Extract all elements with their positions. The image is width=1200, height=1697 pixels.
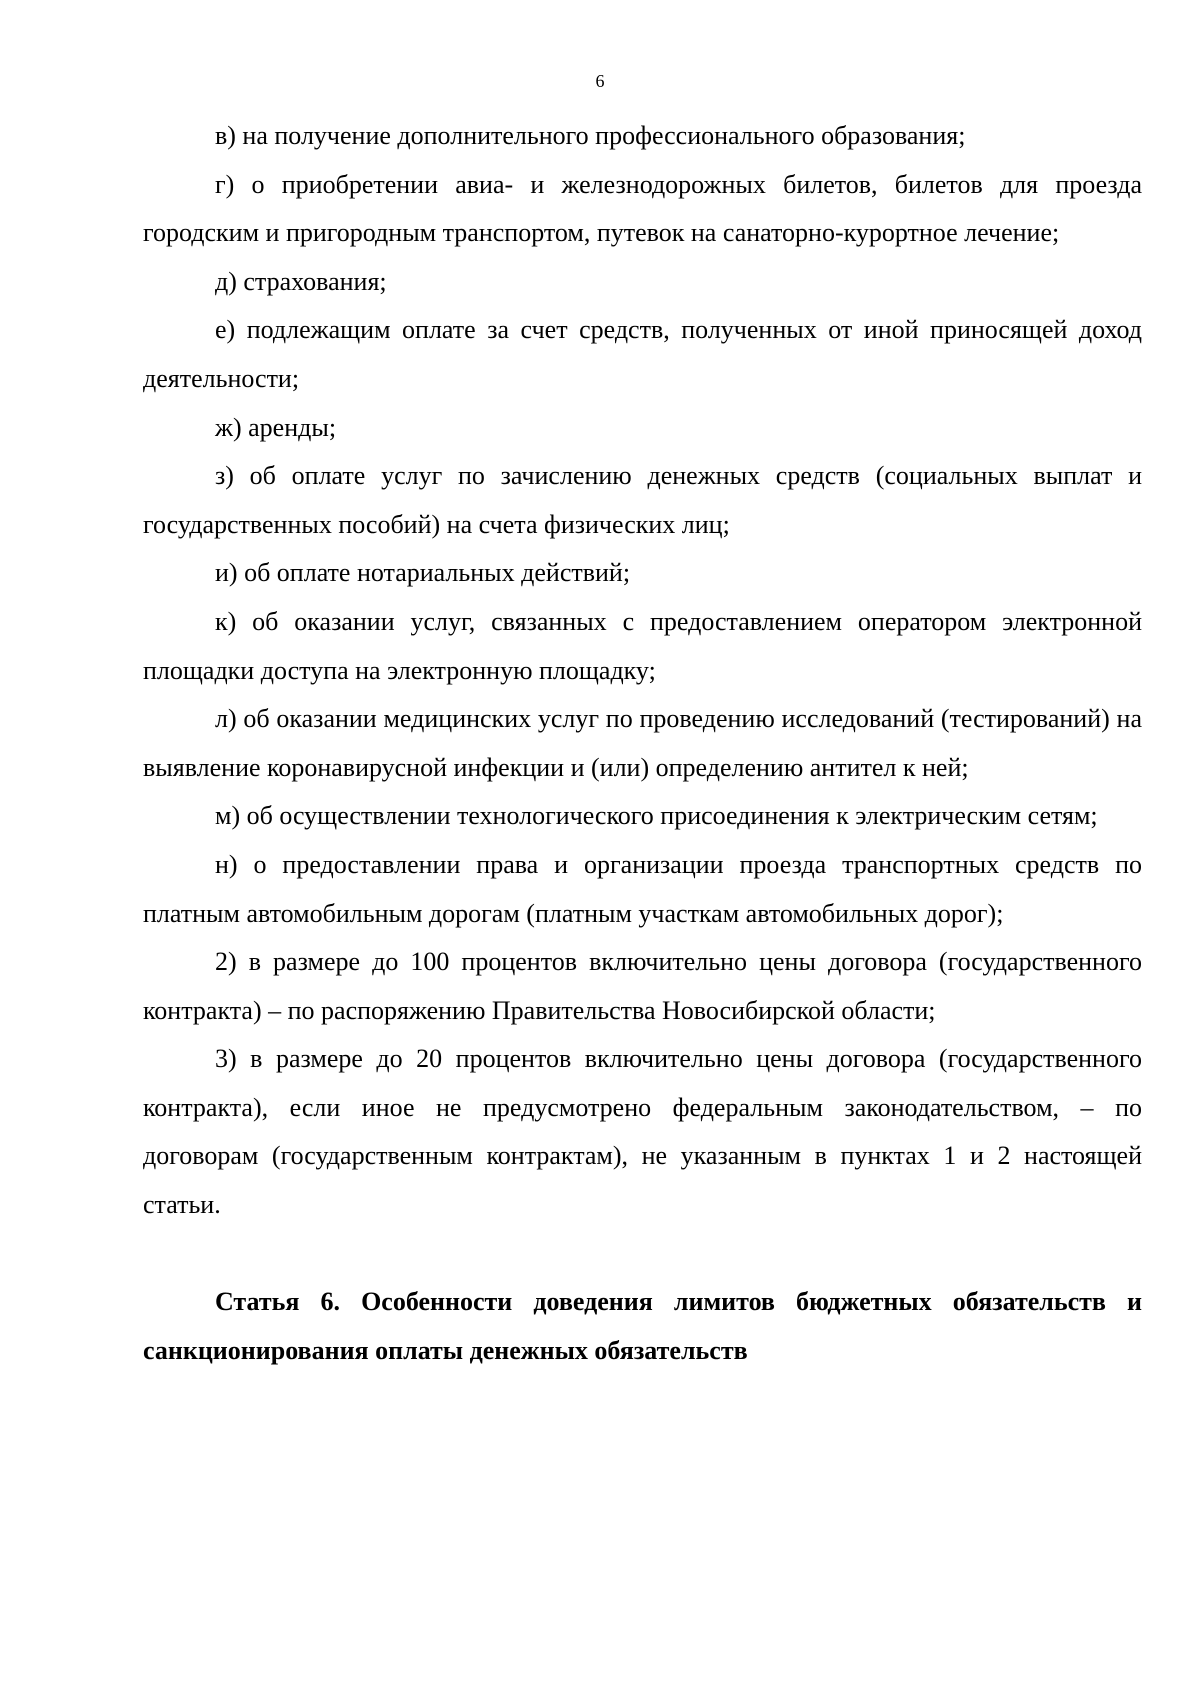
paragraph-d: д) страхования; bbox=[215, 266, 387, 296]
paragraph-zh: ж) аренды; bbox=[215, 412, 337, 442]
paragraph-z: з) об оплате услуг по зачислению денежных средств (социальных выплат и государственных пособий) на счета физических лиц; bbox=[143, 461, 1142, 539]
paragraph-e: е) подлежащим оплате за счет средств, полученных от иной приносящей доход деятельности; bbox=[143, 315, 1142, 393]
paragraph-k: к) об оказании услуг, связанных с предоставлением оператором электронной площадки доступа на электронную площадку; bbox=[143, 606, 1142, 685]
paragraph-v: в) на получение дополнительного профессионального образования; bbox=[215, 121, 966, 150]
paragraph-item-2: 2) в размере до 100 процентов включительно цены договора (государственного контракта) – по распоряжению Правительства Новосибирской области; bbox=[143, 947, 1142, 1025]
paragraph-g: г) о приобретении авиа- и железнодорожных билетов, билетов для проезда городским и пригородным транспортом, путевок на санаторно-курортное лечение; bbox=[143, 169, 1142, 248]
document-body bbox=[143, 112, 1142, 1375]
article-heading: Статья 6. Особенности доведения лимитов бюджетных обязательств и санкционирования оплаты денежных обязательств bbox=[143, 1287, 1142, 1365]
paragraph-i: и) об оплате нотариальных действий; bbox=[215, 558, 631, 588]
paragraph-m: м) об осуществлении технологического присоединения к электрическим сетям; bbox=[215, 801, 1098, 831]
paragraph-l: л) об оказании медицинских услуг по проведению исследований (тестирований) на выявление коронавирусной инфекции и (или) определению антител к ней; bbox=[143, 704, 1142, 782]
paragraph-item-3: 3) в размере до 20 процентов включительно цены договора (государственного контракта), если иное не предусмотрено федеральным законодательством, – по договорам (государственным контрактам), не указанным в пунктах 1 и 2 настоящей статьи. bbox=[143, 1044, 1142, 1220]
paragraph-n: н) о предоставлении права и организации проезда транспортных средств по платным автомобильным дорогам (платным участкам автомобильных дорог); bbox=[143, 849, 1142, 928]
page-number: 6 bbox=[595, 71, 605, 91]
